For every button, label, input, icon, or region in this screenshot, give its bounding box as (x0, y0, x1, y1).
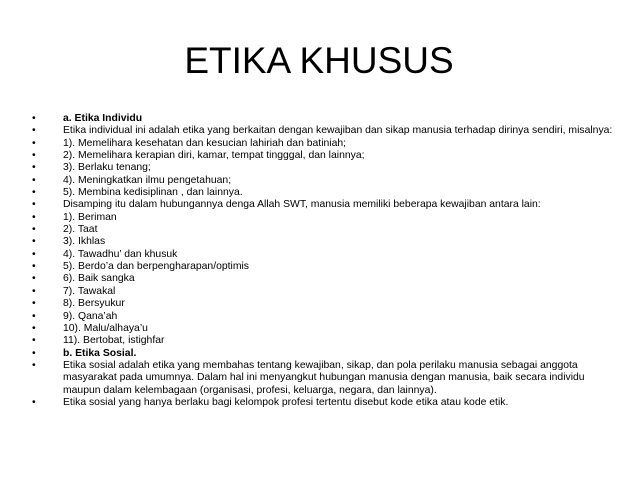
bullet-icon: • (32, 310, 36, 322)
bullet-icon: • (32, 211, 36, 223)
bullet-icon: • (32, 236, 36, 248)
bullet-text: 8). Bersyukur (63, 298, 125, 310)
bullet-text: 11). Bertobat, istighfar (63, 335, 165, 347)
bullet-icon: • (32, 174, 36, 186)
bullet-item (32, 311, 616, 323)
bullet-item (32, 360, 616, 397)
bullet-icon: • (32, 248, 36, 260)
bullet-item (32, 113, 616, 125)
bullet-text: 5). Berdo’a dan berpengharapan/optimis (63, 261, 250, 273)
bullet-icon: • (32, 285, 36, 297)
bullet-item (32, 236, 616, 248)
bullet-text: 7). Tawakal (63, 285, 116, 297)
bullet-item (32, 323, 616, 335)
bullet-text: Etika individual ini adalah etika yang berkaitan dengan kewajiban dan sikap manusia terhadap dirinya sendiri, misalnya: (63, 125, 613, 137)
bullet-item (32, 212, 616, 224)
bullet-text: 3). Ikhlas (63, 236, 106, 248)
bullet-text: 5). Membina kedisiplinan , dan lainnya. (63, 187, 243, 199)
bullet-icon: • (32, 359, 36, 371)
bullet-icon: • (32, 199, 36, 211)
bullet-item (32, 150, 616, 162)
bullet-icon: • (32, 396, 36, 408)
bullet-icon: • (32, 224, 36, 236)
bullet-text: 2). Taat (63, 224, 98, 236)
bullet-icon: • (32, 150, 36, 162)
bullet-text: Disamping itu dalam hubungannya denga Allah SWT, manusia memiliki beberapa kewajiban antara lain: (63, 199, 541, 211)
bullet-text: 4). Meningkatkan ilmu pengetahuan; (63, 174, 232, 186)
bullet-item (32, 249, 616, 261)
bullet-item (32, 261, 616, 273)
bullet-item (32, 298, 616, 310)
bullet-text: 6). Baik sangka (63, 273, 135, 285)
bullet-text: Etika sosial yang hanya berlaku bagi kelompok profesi tertentu disebut kode etika atau kode etik. (63, 396, 509, 408)
bullet-text: 1). Memelihara kesehatan dan kesucian lahiriah dan batiniah; (63, 137, 347, 149)
bullet-item (32, 286, 616, 298)
bullet-item (32, 125, 616, 137)
bullet-item (32, 199, 616, 211)
bullet-item (32, 175, 616, 187)
bullet-icon: • (32, 347, 36, 359)
bullet-text: 4). Tawadhu’ dan khusuk (63, 248, 178, 260)
bullet-text: a. Etika Individu (63, 113, 143, 124)
bullet-text: 9). Qana’ah (63, 310, 118, 322)
bullet-icon: • (32, 261, 36, 273)
bullet-text: 2). Memelihara kerapian diri, kamar, tempat tingggal, dan lainnya; (63, 150, 365, 162)
bullet-item (32, 224, 616, 236)
bullet-icon: • (32, 137, 36, 149)
slide-title: ETIKA KHUSUS (184, 40, 454, 81)
bullet-icon: • (32, 162, 36, 174)
bullet-item (32, 335, 616, 347)
bullet-item (32, 348, 616, 360)
bullet-item (32, 162, 616, 174)
bullet-list (32, 113, 616, 409)
bullet-item (32, 273, 616, 285)
bullet-icon: • (32, 335, 36, 347)
bullet-icon: • (32, 125, 36, 137)
bullet-text: 10). Malu/alhaya’u (63, 322, 148, 334)
bullet-text: b. Etika Sosial. (63, 347, 137, 359)
bullet-text: 3). Berlaku tenang; (63, 162, 151, 174)
bullet-text: 1). Beriman (63, 211, 117, 223)
bullet-item (32, 138, 616, 150)
bullet-icon: • (32, 113, 36, 124)
bullet-icon: • (32, 273, 36, 285)
bullet-item (32, 397, 616, 409)
bullet-item (32, 187, 616, 199)
bullet-icon: • (32, 187, 36, 199)
bullet-icon: • (32, 298, 36, 310)
bullet-icon: • (32, 322, 36, 334)
bullet-text: Etika sosial adalah etika yang membahas tentang kewajiban, sikap, dan pola perilaku manusia sebagai anggota masyarakat pada umumnya. Dalam hal ini menyangkut hubungan manusia dengan manusia, baik secara individu maupun dalam kelembagaan (organisasi, profesi, keluarga, negara, dan lainnya). (63, 359, 585, 396)
